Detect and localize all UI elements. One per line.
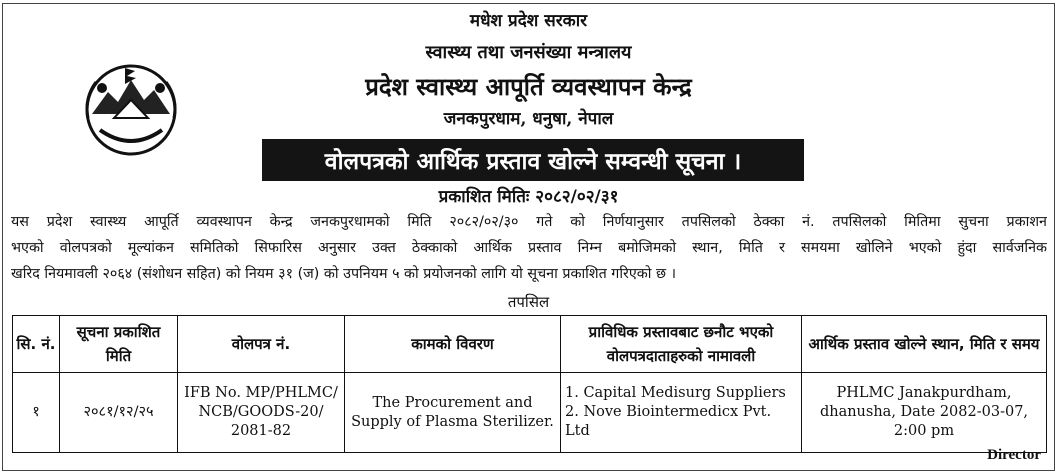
- office-address: जनकपुरधाम, धनुषा, नेपाल: [443, 109, 614, 129]
- header-opening-details: आर्थिक प्रस्ताव खोल्ने स्थान, मिति र समय: [802, 316, 1047, 373]
- table-row: [13, 373, 1047, 453]
- table-title: तपसिल: [507, 293, 550, 311]
- cell-bid-number: IFB No. MP/PHLMC/ NCB/GOODS-20/ 2081-82: [178, 373, 345, 453]
- government-name: मधेश प्रदेश सरकार: [469, 11, 588, 31]
- bidder-name: 1. Capital Medisurg Suppliers: [565, 385, 786, 401]
- header-published-date: सूचना प्रकाशित मिति: [60, 316, 178, 373]
- cell-description: The Procurement and Supply of Plasma Sterilizer.: [345, 373, 561, 453]
- table-header-row: [13, 316, 1047, 373]
- details-table: [12, 315, 1047, 453]
- body-line: खरिद नियमावली २०६४ (संशोधन सहित) को नियम ३१ (ज) को उपनियम ५ को प्रयोजनको लागि यो सूचना प्रकाशित गरिएको छ ।: [11, 266, 677, 282]
- body-line: यस प्रदेश स्वास्थ्य आपूर्ति व्यवस्थापन केन्द्र जनकपुरधामको मिति २०८२/०२/३० गते को निर्णयानुसार तपसिलको ठेक्का नं. तपसिलको मितिमा सुचना प्रकाशन: [11, 214, 1047, 230]
- header-shortlisted-bidders: प्राविधिक प्रस्तावबाट छनौट भएको वोलपत्रदाताहरुको नामावली: [561, 316, 802, 373]
- notice-title: वोलपत्रको आर्थिक प्रस्ताव खोल्ने सम्वन्धी सूचना ।: [262, 139, 804, 181]
- header-bid-number: वोलपत्र नं.: [178, 316, 345, 373]
- published-date: प्रकाशित मितिः २०८२/०२/३१: [438, 187, 619, 207]
- cell-bidders: [561, 373, 802, 453]
- body-line: भएको वोलपत्रको मूल्यांकन समितिको सिफारिस अनुसार उक्त ठेक्काको आर्थिक प्रस्ताव निम्न बमोजिमको स्थान, मिति र समयमा खोलिने भएको हुंदा सार्वजनिक: [11, 240, 1047, 256]
- signature-title: Director: [987, 447, 1041, 463]
- cell-serial: १: [13, 373, 60, 453]
- ministry-name: स्वास्थ्य तथा जनसंख्या मन्त्रालय: [425, 42, 632, 63]
- cell-opening-details: PHLMC Janakpurdham, dhanusha, Date 2082-03-07, 2:00 pm: [802, 373, 1047, 453]
- cell-published-date: २०८१/१२/२५: [60, 373, 178, 453]
- office-name: प्रदेश स्वास्थ्य आपूर्ति व्यवस्थापन केन्द्र: [365, 72, 692, 101]
- header-description: कामको विवरण: [345, 316, 561, 373]
- notice-body: [11, 209, 1047, 287]
- bidder-name: 2. Nove Biointermedicx Pvt. Ltd: [565, 404, 772, 439]
- header-serial: सि. नं.: [13, 316, 60, 373]
